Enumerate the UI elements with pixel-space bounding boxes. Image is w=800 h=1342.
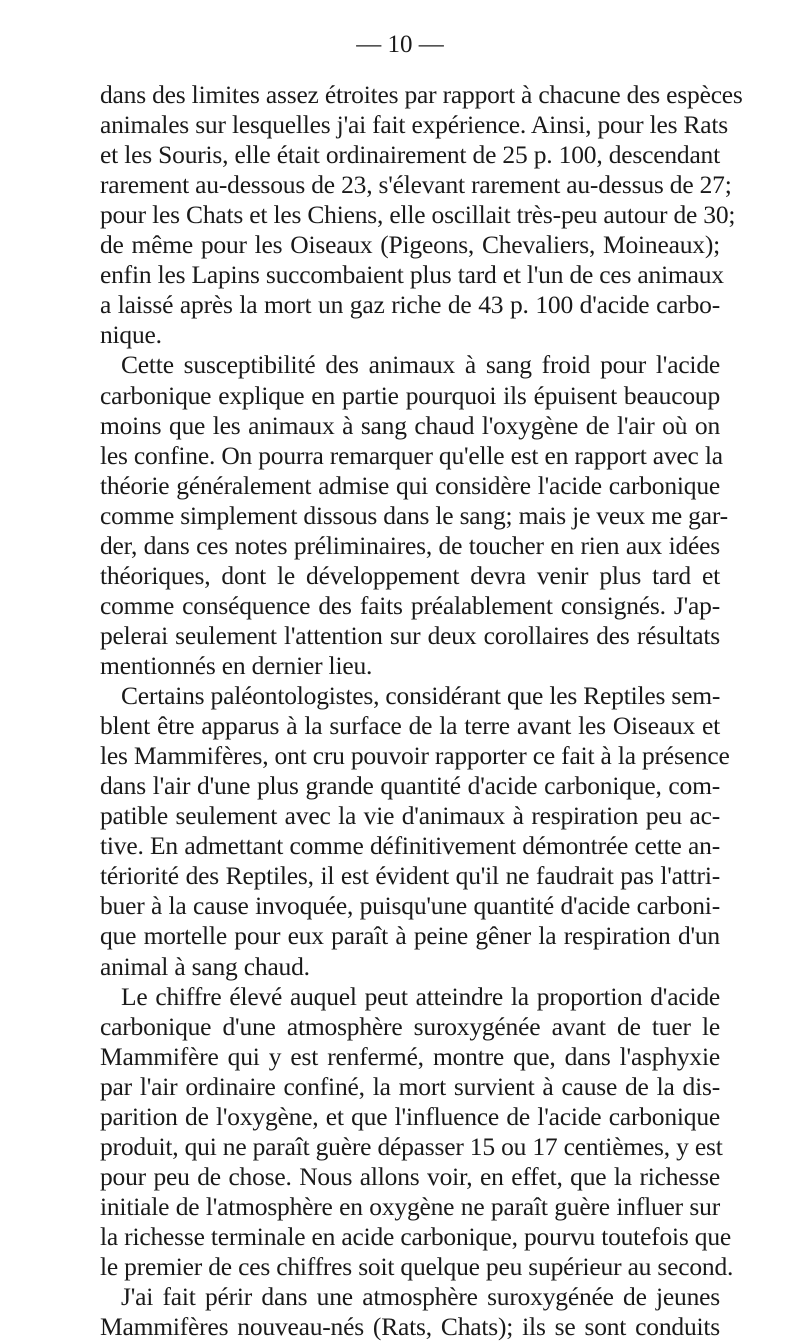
text-line: carbonique explique en partie pourquoi ils épuisent beaucoup [100, 380, 720, 410]
text-line: pelerai seulement l'attention sur deux corollaires des résultats [100, 620, 720, 650]
text-line: théoriques, dont le développement devra venir plus tard et [100, 560, 720, 590]
text-line: J'ai fait périr dans une atmosphère suroxygénée de jeunes [121, 1282, 720, 1311]
text-line: de même pour les Oiseaux (Pigeons, Chevaliers, Moineaux); [100, 230, 720, 260]
page-number: — 10 — [356, 31, 444, 58]
text-line: parition de l'oxygène, et que l'influence de l'acide carbonique [100, 1101, 720, 1131]
text-line: par l'air ordinaire confiné, la mort survient à cause de la dis- [100, 1071, 720, 1101]
text-line: Mammifères nouveau-nés (Rats, Chats); ils se sont conduits [100, 1312, 720, 1341]
text-line: animales sur lesquelles j'ai fait expérience. Ainsi, pour les Rats [100, 110, 729, 139]
text-line: dans l'air d'une plus grande quantité d'acide carbonique, com- [100, 771, 720, 801]
text-line: nique. [100, 320, 162, 350]
text-line: la richesse terminale en acide carbonique, pourvu toutefois que [100, 1221, 732, 1251]
text-line: mentionnés en dernier lieu. [100, 651, 373, 680]
text-line: animal à sang chaud. [100, 951, 310, 981]
text-line: Mammifère qui y est renfermé, montre que, dans l'asphyxie [100, 1041, 720, 1071]
text-line: carbonique d'une atmosphère suroxygénée avant de tuer le [100, 1011, 720, 1041]
text-line: Cette susceptibilité des animaux à sang froid pour l'acide [121, 350, 720, 380]
text-line: rarement au-dessous de 23, s'élevant rarement au-dessus de 27; [100, 170, 732, 200]
text-line: initiale de l'atmosphère en oxygène ne paraît guère influer sur [100, 1191, 720, 1221]
text-line: moins que les animaux à sang chaud l'oxygène de l'air où on [100, 410, 720, 440]
text-line: produit, qui ne paraît guère dépasser 15 ou 17 centièmes, y est [100, 1131, 723, 1161]
text-line: a laissé après la mort un gaz riche de 43 p. 100 d'acide carbo- [100, 290, 720, 320]
text-line: tive. En admettant comme définitivement démontrée cette an- [100, 831, 720, 861]
text-line: et les Souris, elle était ordinairement de 25 p. 100, descendant [100, 140, 720, 170]
text-line: tériorité des Reptiles, il est évident qu'il ne faudrait pas l'attri- [100, 861, 720, 891]
text-line: les confine. On pourra remarquer qu'elle est en rapport avec la [100, 440, 723, 470]
text-line: le premier de ces chiffres soit quelque peu supérieur au second. [100, 1252, 734, 1281]
text-line: buer à la cause invoquée, puisqu'une quantité d'acide carboni- [100, 891, 720, 921]
text-line: blent être apparus à la surface de la terre avant les Oiseaux et [100, 711, 720, 741]
text-line: pour peu de chose. Nous allons voir, en effet, que la richesse [100, 1161, 720, 1191]
text-line: patible seulement avec la vie d'animaux à respiration peu ac- [100, 801, 720, 831]
text-line: Le chiffre élevé auquel peut atteindre la proportion d'acide [121, 981, 720, 1011]
text-line: que mortelle pour eux paraît à peine gêner la respiration d'un [100, 921, 720, 951]
text-line: dans des limites assez étroites par rapport à chacune des espèces [100, 80, 743, 109]
text-line: pour les Chats et les Chiens, elle oscillait très-peu autour de 30; [100, 200, 736, 230]
text-line: les Mammifères, ont cru pouvoir rapporter ce fait à la présence [100, 741, 730, 771]
text-line: Certains paléontologistes, considérant que les Reptiles sem- [121, 681, 721, 710]
text-line: comme conséquence des faits préalablement consignés. J'ap- [100, 590, 720, 620]
text-line: enfin les Lapins succombaient plus tard et l'un de ces animaux [100, 260, 724, 290]
text-line: comme simplement dissous dans le sang; mais je veux me gar- [100, 500, 728, 530]
text-line: théorie généralement admise qui considère l'acide carbonique [100, 470, 720, 500]
text-line: der, dans ces notes préliminaires, de toucher en rien aux idées [100, 530, 720, 560]
